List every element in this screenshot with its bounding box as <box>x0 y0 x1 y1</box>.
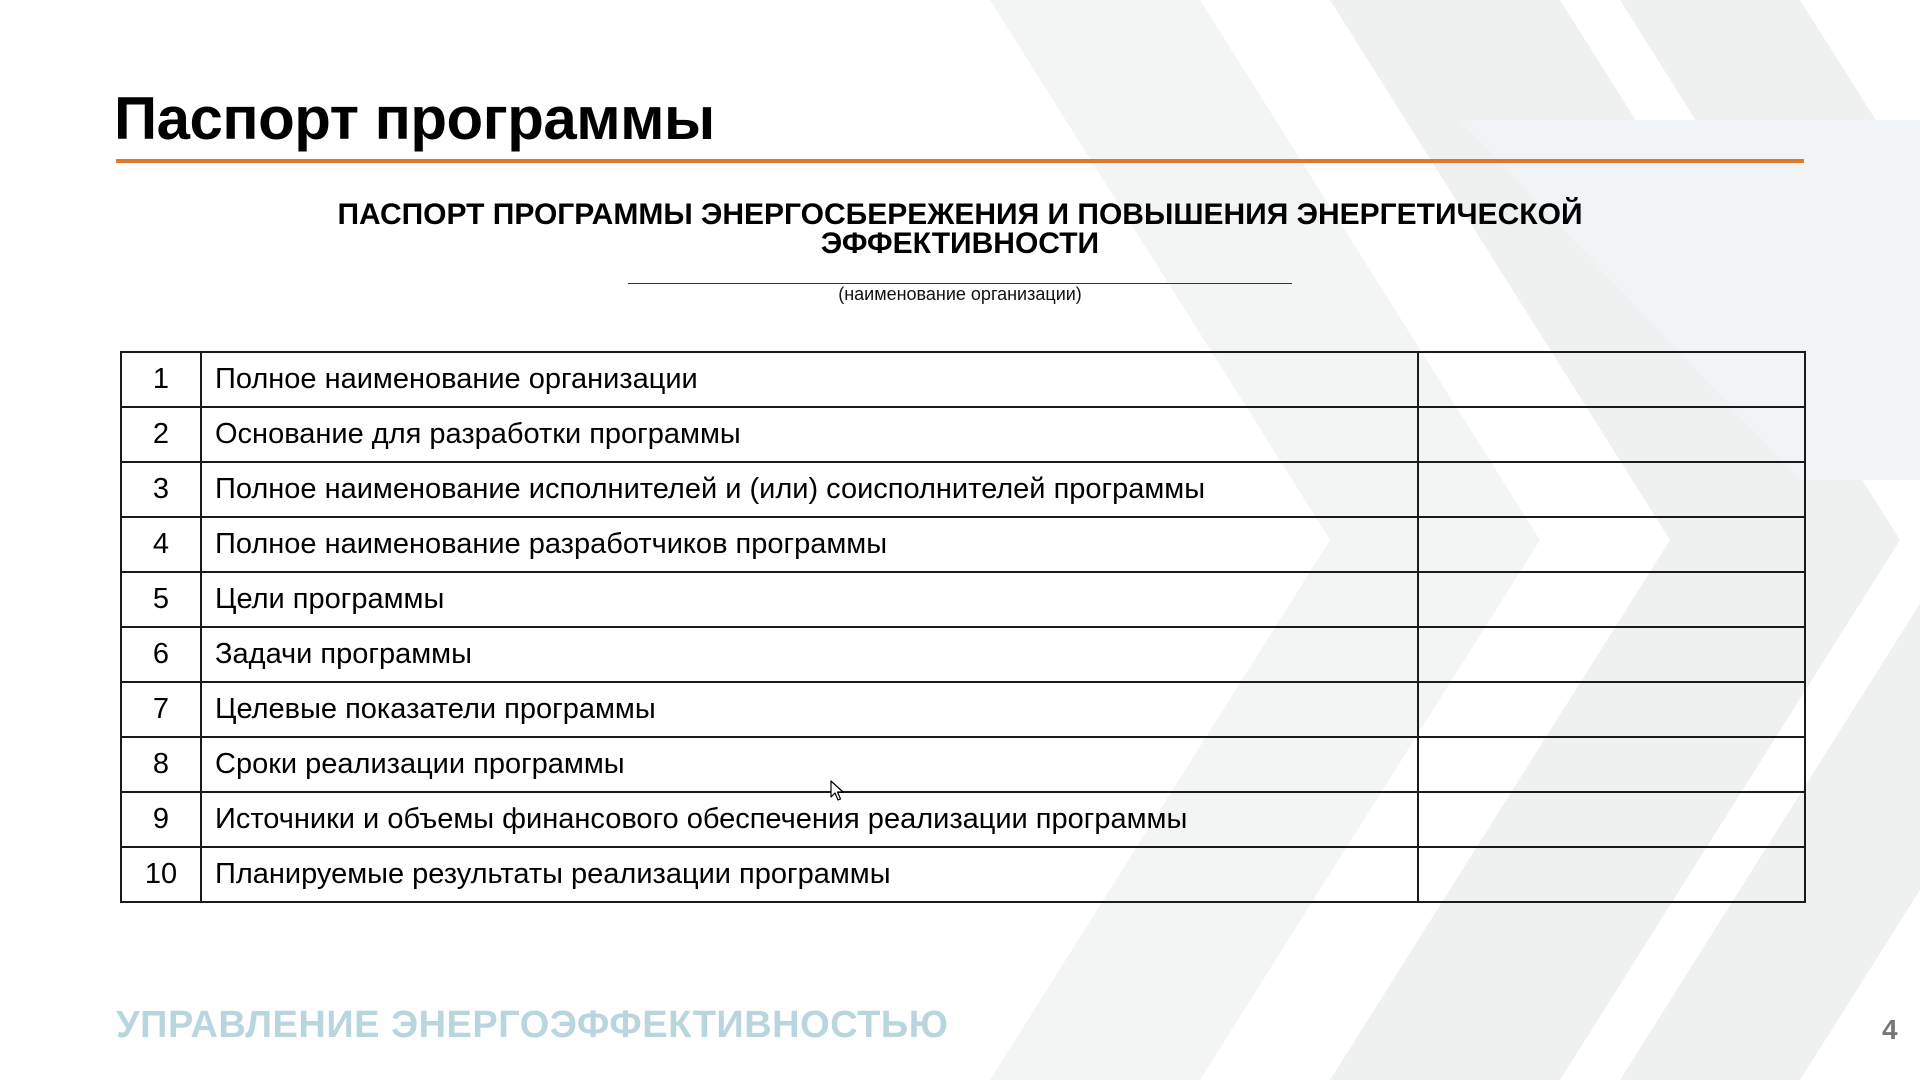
footer-title: УПРАВЛЕНИЕ ЭНЕРГОЭФФЕКТИВНОСТЬЮ <box>116 1004 949 1046</box>
row-number: 5 <box>121 572 201 627</box>
mouse-pointer-icon <box>830 780 846 802</box>
table-row <box>121 792 1805 847</box>
row-number: 7 <box>121 682 201 737</box>
row-value <box>1418 792 1805 847</box>
row-label: Полное наименование исполнителей и (или) соисполнителей программы <box>201 462 1418 517</box>
row-value <box>1418 847 1805 902</box>
row-label: Задачи программы <box>201 627 1418 682</box>
row-value <box>1418 462 1805 517</box>
row-value <box>1418 517 1805 572</box>
row-number: 4 <box>121 517 201 572</box>
row-label: Полное наименование организации <box>201 352 1418 407</box>
row-number: 10 <box>121 847 201 902</box>
title-underline <box>116 159 1804 163</box>
table-row <box>121 352 1805 407</box>
row-value <box>1418 737 1805 792</box>
row-label: Планируемые результаты реализации программы <box>201 847 1418 902</box>
row-label: Полное наименование разработчиков программы <box>201 517 1418 572</box>
table-row <box>121 627 1805 682</box>
table-row <box>121 407 1805 462</box>
row-label: Сроки реализации программы <box>201 737 1418 792</box>
table-row <box>121 737 1805 792</box>
row-label: Источники и объемы финансового обеспечения реализации программы <box>201 792 1418 847</box>
passport-table <box>120 351 1806 903</box>
row-number: 6 <box>121 627 201 682</box>
row-value <box>1418 352 1805 407</box>
organization-caption: (наименование организации) <box>838 284 1082 304</box>
page-title: Паспорт программы <box>114 85 715 152</box>
document-heading: ПАСПОРТ ПРОГРАММЫ ЭНЕРГОСБЕРЕЖЕНИЯ И ПОВЫШЕНИЯ ЭНЕРГЕТИЧЕСКОЙ ЭФФЕКТИВНОСТИ <box>337 198 1583 260</box>
row-number: 1 <box>121 352 201 407</box>
page-number: 4 <box>1882 1014 1898 1045</box>
row-number: 3 <box>121 462 201 517</box>
row-value <box>1418 682 1805 737</box>
table-row <box>121 517 1805 572</box>
row-label: Основание для разработки программы <box>201 407 1418 462</box>
row-value <box>1418 572 1805 627</box>
table-row <box>121 847 1805 902</box>
row-number: 8 <box>121 737 201 792</box>
row-label: Целевые показатели программы <box>201 682 1418 737</box>
row-number: 2 <box>121 407 201 462</box>
row-value <box>1418 407 1805 462</box>
row-label: Цели программы <box>201 572 1418 627</box>
table-row <box>121 682 1805 737</box>
row-number: 9 <box>121 792 201 847</box>
table-row <box>121 462 1805 517</box>
row-value <box>1418 627 1805 682</box>
table-row <box>121 572 1805 627</box>
